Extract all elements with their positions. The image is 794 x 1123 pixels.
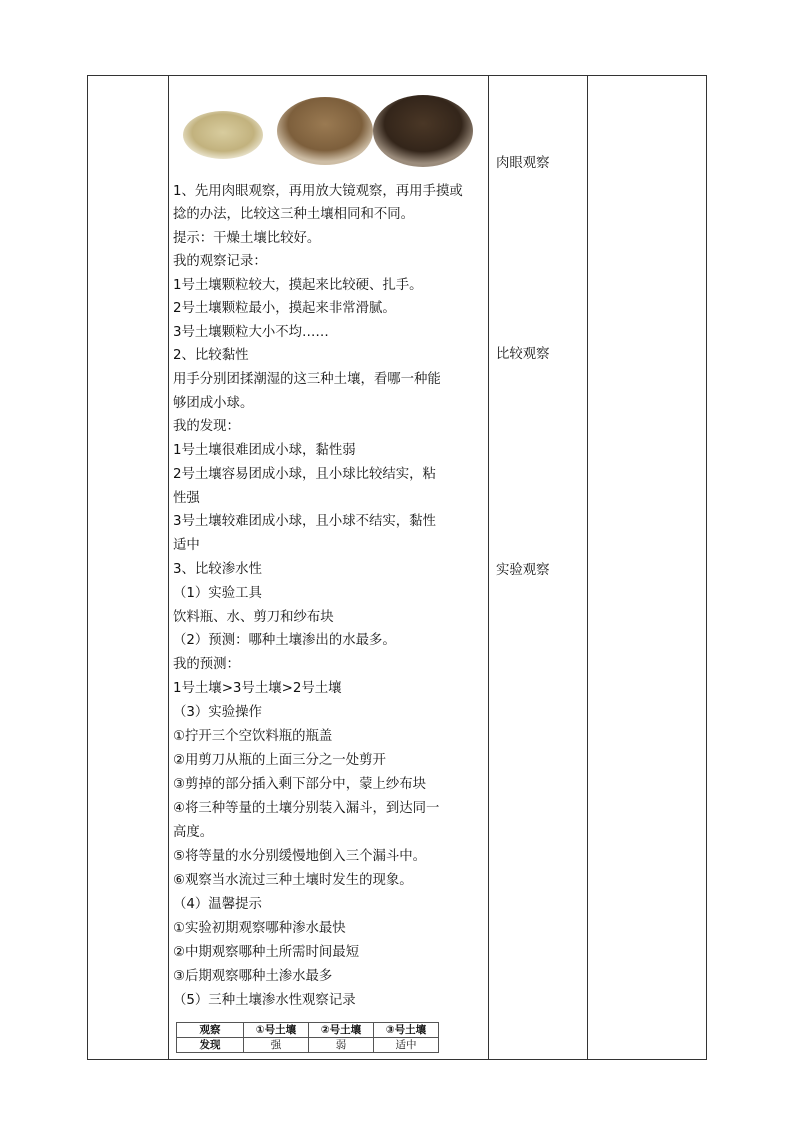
content-line: （4）温馨提示 [173,897,262,912]
content-line: （3）实验操作 [173,705,262,720]
content-line: ②中期观察哪种土所需时间最短 [173,945,360,960]
content-line: 3号土壤较难团成小球，且小球不结实，黏性 [173,514,436,529]
column-divider [488,75,489,1060]
content-line: 高度。 [173,825,214,840]
content-line: ①拧开三个空饮料瓶的瓶盖 [173,729,333,744]
content-line: ③后期观察哪种土渗水最多 [173,969,333,984]
content-line: ③剪掉的部分插入剩下部分中，蒙上纱布块 [173,777,427,792]
content-line: 够团成小球。 [173,396,254,411]
table-header-row [177,1023,439,1038]
content-line: 1号土壤很难团成小球，黏性弱 [173,443,356,458]
table-row [177,1038,439,1053]
content-line: （5）三种土壤渗水性观察记录 [173,993,356,1008]
content-line: 我的观察记录： [173,254,267,269]
content-line: ①实验初期观察哪种渗水最快 [173,921,346,936]
content-line: 2号土壤颗粒最小，摸起来非常滑腻。 [173,301,396,316]
content-line: 用手分别团揉潮湿的这三种土壤，看哪一种能 [173,372,441,387]
content-line: ⑤将等量的水分别缓慢地倒入三个漏斗中。 [173,849,427,864]
column-divider [168,75,169,1060]
content-line: 我的发现： [173,419,240,434]
table-cell: 弱 [309,1038,374,1053]
table-cell: 适中 [374,1038,439,1053]
content-line: ⑥观察当水流过三种土壤时发生的现象。 [173,873,413,888]
table-cell: 发现 [177,1038,244,1053]
permeability-record-table [176,1022,439,1053]
content-line: ②用剪刀从瓶的上面三分之一处剪开 [173,753,386,768]
note-experiment: 实验观察 [496,563,550,578]
column-divider [587,75,588,1060]
content-line: 捻的办法，比较这三种土壤相同和不同。 [173,207,415,222]
content-line: ④将三种等量的土壤分别装入漏斗，到达同一 [173,801,440,816]
soil-sample-2 [277,97,373,165]
table-header-cell: ②号土壤 [309,1023,374,1038]
soil-samples-image [178,83,478,175]
content-line: 1号土壤>3号土壤>2号土壤 [173,681,342,696]
table-header-cell: 观察 [177,1023,244,1038]
content-line: 提示：干燥土壤比较好。 [173,231,321,246]
section-heading: 2、比较黏性 [173,348,249,363]
section-heading: 3、比较渗水性 [173,562,262,577]
content-line: 2号土壤容易团成小球，且小球比较结实，粘 [173,467,436,482]
content-line: （1）实验工具 [173,586,262,601]
soil-sample-1 [183,111,263,159]
content-line: 我的预测： [173,657,240,672]
note-comparison: 比较观察 [496,347,550,362]
content-line: 1、先用肉眼观察，再用放大镜观察，再用手摸或 [173,184,463,199]
content-line: （2）预测：哪种土壤渗出的水最多。 [173,633,396,648]
soil-sample-3 [373,95,473,167]
table-header-cell: ①号土壤 [244,1023,309,1038]
note-naked-eye: 肉眼观察 [496,156,550,171]
content-line: 性强 [173,491,200,506]
table-header-cell: ③号土壤 [374,1023,439,1038]
content-line: 3号土壤颗粒大小不均…… [173,325,329,340]
content-line: 适中 [173,538,200,553]
content-line: 1号土壤颗粒较大，摸起来比较硬、扎手。 [173,278,423,293]
table-cell: 强 [244,1038,309,1053]
content-line: 饮料瓶、水、剪刀和纱布块 [173,610,334,625]
